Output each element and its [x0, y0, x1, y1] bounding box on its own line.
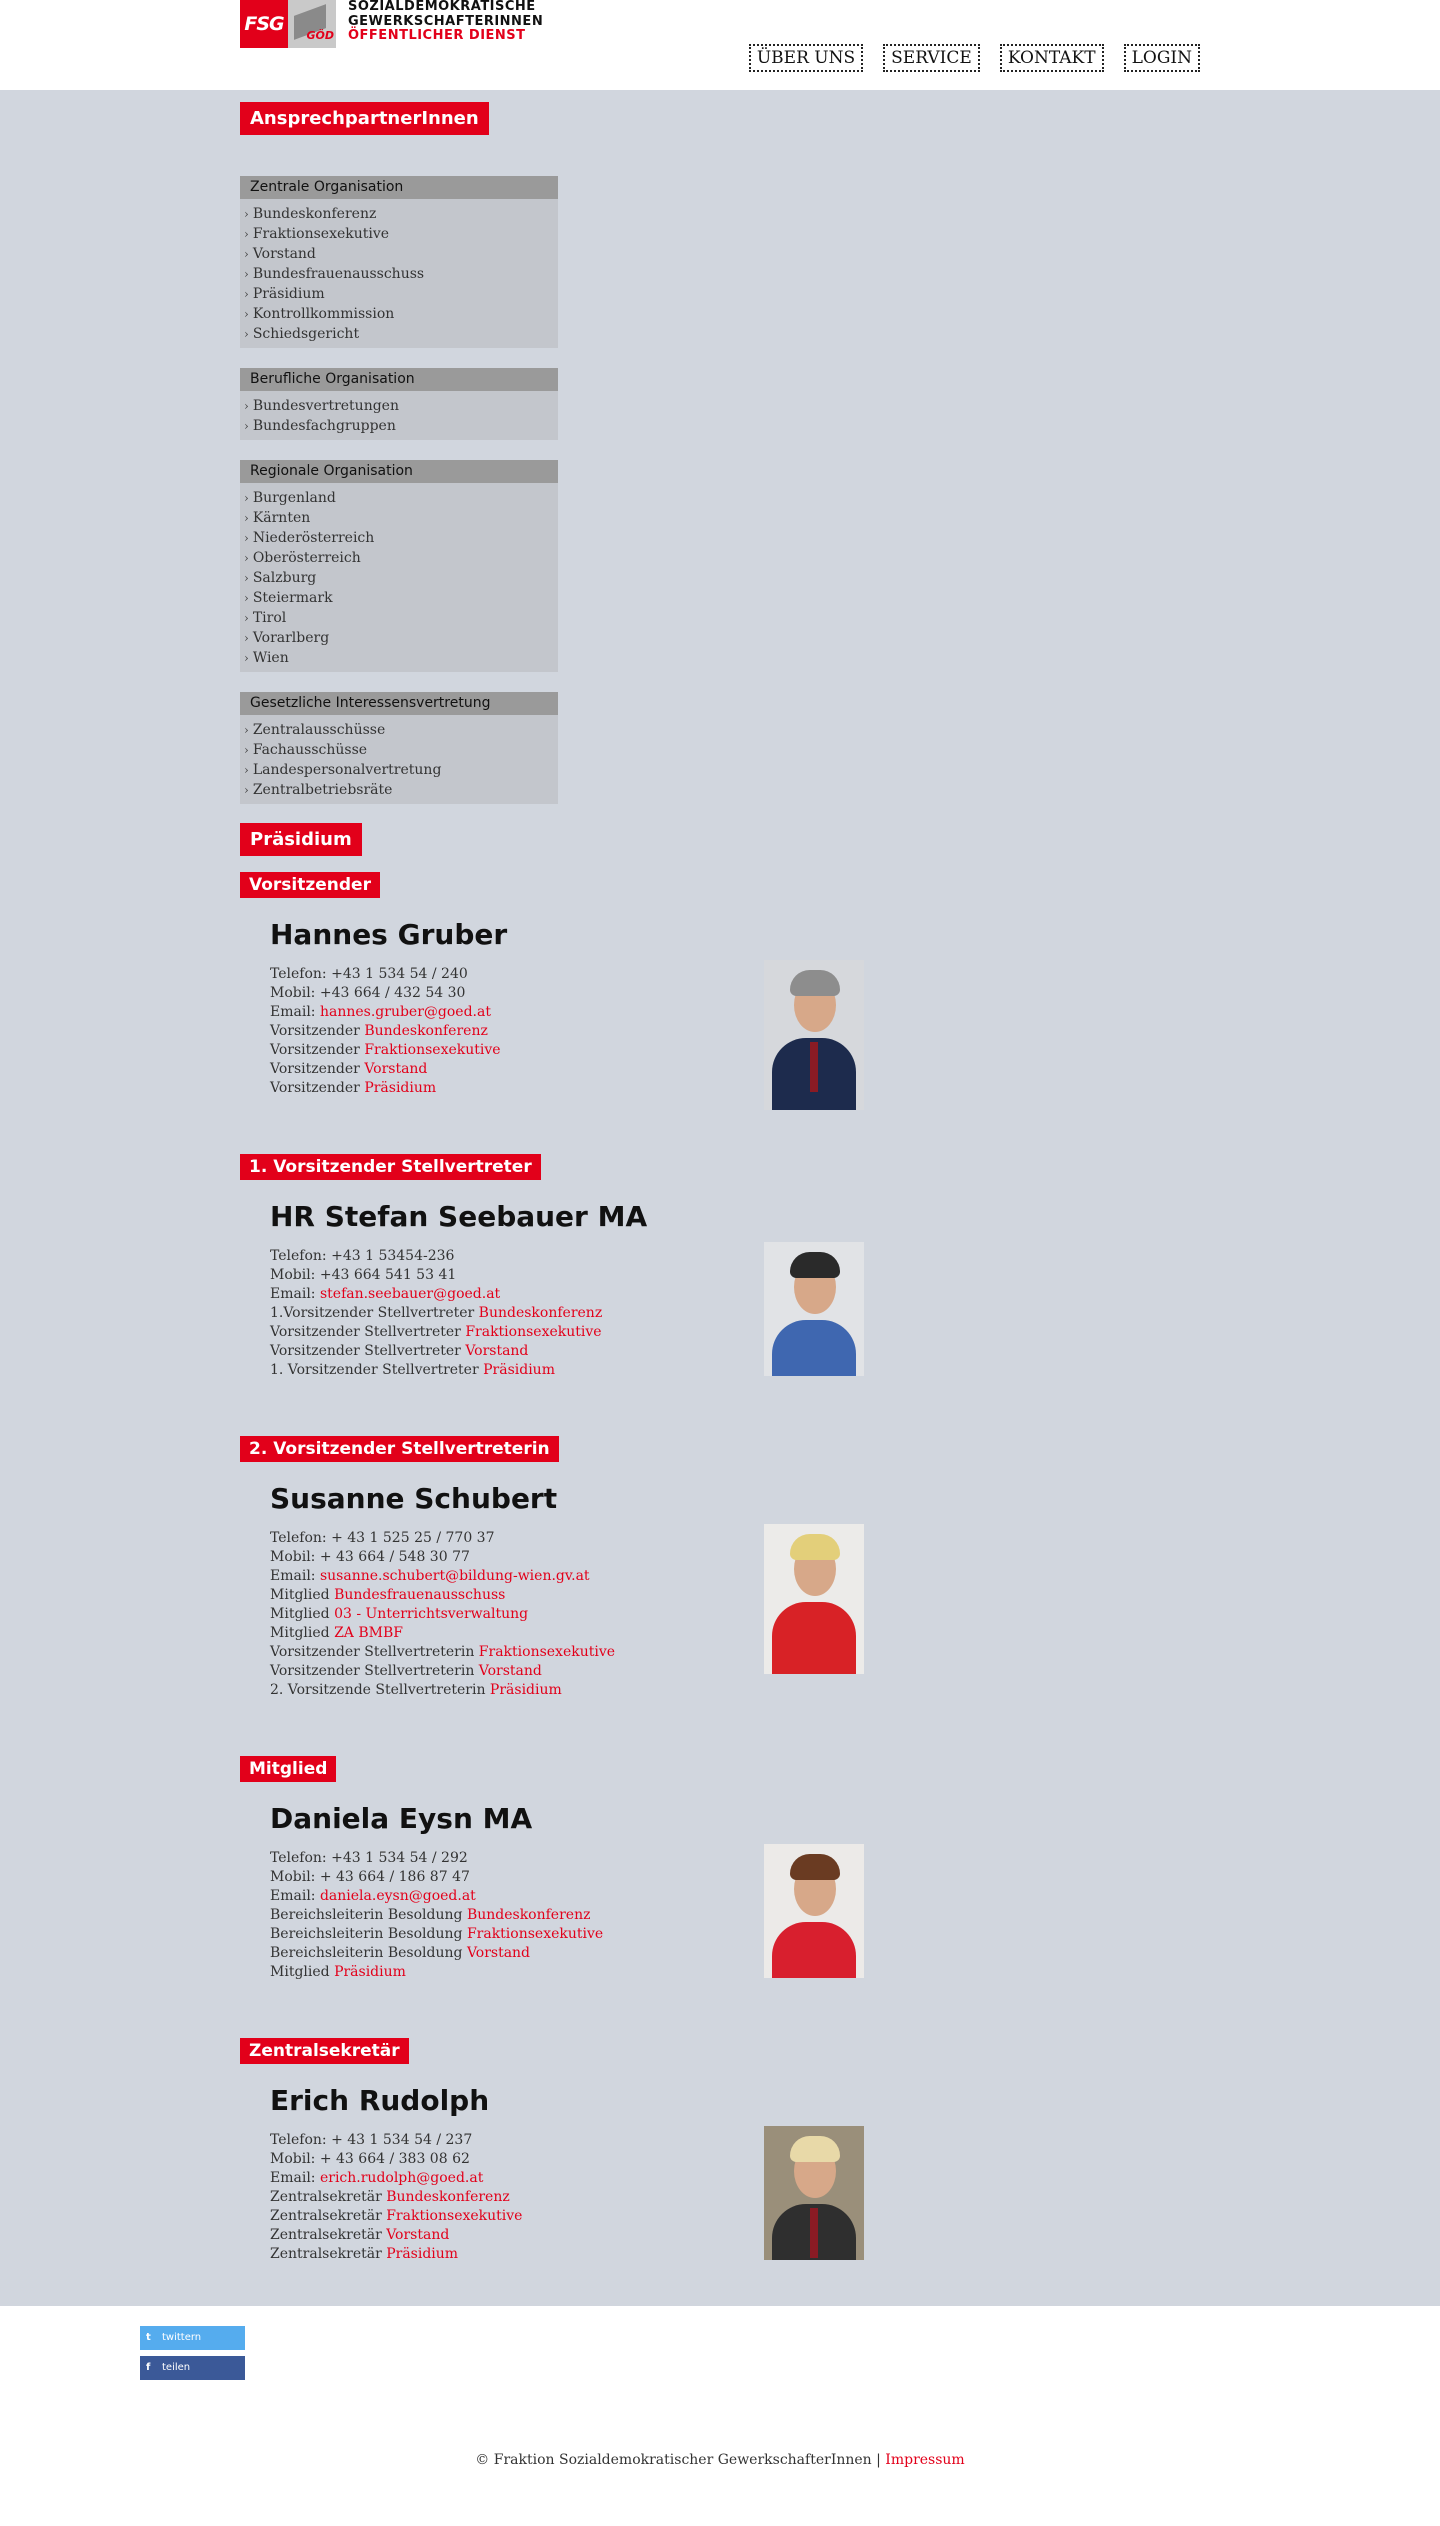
- contact-line-link[interactable]: Vorstand: [364, 1061, 428, 1077]
- contact-line: [270, 1586, 1200, 1605]
- contact-line: [270, 965, 1200, 984]
- contact-line-text: Mitglied: [270, 1625, 335, 1641]
- chevron-right-icon: ›: [244, 399, 249, 413]
- contact-line-link[interactable]: stefan.seebauer@goed.at: [319, 1286, 501, 1302]
- impressum-link[interactable]: Impressum: [885, 2452, 965, 2468]
- sidebar-item-label: Tirol: [252, 610, 287, 626]
- site-header: [0, 0, 1440, 90]
- contact-line-text: Mobil: + 43 664 / 548 30 77: [270, 1549, 470, 1565]
- sidebar-item[interactable]: [244, 740, 558, 760]
- person-photo: [764, 2126, 864, 2260]
- chevron-right-icon: ›: [244, 287, 249, 301]
- person-name: HR Stefan Seebauer MA: [270, 1200, 648, 1233]
- contact-line: [270, 1925, 1200, 1944]
- contact-line-text: Vorsitzender: [270, 1023, 365, 1039]
- contact-line: [270, 1361, 1200, 1380]
- person-card: [240, 1756, 1200, 1982]
- contact-line-text: Email:: [270, 1568, 320, 1584]
- chevron-right-icon: ›: [244, 763, 249, 777]
- chevron-right-icon: ›: [244, 327, 249, 341]
- nav-ueber-uns[interactable]: ÜBER UNS: [749, 44, 863, 72]
- contact-line: [270, 1247, 1200, 1266]
- logo-mark: [240, 0, 336, 48]
- sidebar-item-label: Vorarlberg: [252, 630, 330, 646]
- chevron-right-icon: ›: [244, 207, 249, 221]
- sidebar-item-label: Fraktionsexekutive: [252, 226, 390, 242]
- person-photo: [764, 1524, 864, 1674]
- sidebar-item-label: Steiermark: [252, 590, 333, 606]
- chevron-right-icon: ›: [244, 267, 249, 281]
- person-photo: [764, 960, 864, 1110]
- sidebar-group-title: Berufliche Organisation: [240, 368, 558, 391]
- contact-line-text: Zentralsekretär: [270, 2246, 387, 2262]
- contact-line-text: 1. Vorsitzender Stellvertreter: [270, 1362, 484, 1378]
- contact-line-text: Mobil: +43 664 541 53 41: [270, 1267, 457, 1283]
- contact-line: [270, 1944, 1200, 1963]
- logo-line-2: GEWERKSCHAFTERINNEN: [348, 13, 544, 29]
- sidebar-item-label: Kärnten: [252, 510, 311, 526]
- chevron-right-icon: ›: [244, 571, 249, 585]
- contact-line-link[interactable]: hannes.gruber@goed.at: [319, 1004, 491, 1020]
- contact-line-link[interactable]: Vorstand: [465, 1343, 529, 1359]
- contact-line: [270, 984, 1200, 1003]
- page-title: AnsprechpartnerInnen: [240, 102, 489, 135]
- person-card: [240, 1436, 1200, 1700]
- contact-line: [270, 1285, 1200, 1304]
- sidebar-group: [240, 176, 558, 348]
- person-contact-lines: [270, 965, 1200, 1098]
- sidebar-item-label: Bundesfachgruppen: [252, 418, 396, 434]
- sidebar-item[interactable]: [244, 324, 558, 344]
- contact-line-link[interactable]: Präsidium: [386, 2246, 459, 2262]
- logo-bird-icon: [288, 0, 336, 48]
- sidebar-group-title: Regionale Organisation: [240, 460, 558, 483]
- contact-line-link[interactable]: susanne.schubert@bildung-wien.gv.at: [319, 1568, 590, 1584]
- contact-line-text: Email:: [270, 1286, 320, 1302]
- chevron-right-icon: ›: [244, 783, 249, 797]
- chevron-right-icon: ›: [244, 419, 249, 433]
- contact-line-text: 2. Vorsitzende Stellvertreterin: [270, 1682, 490, 1698]
- twitter-share-button[interactable]: [140, 2326, 245, 2350]
- sidebar-item[interactable]: [244, 588, 558, 608]
- sidebar-item[interactable]: [244, 396, 558, 416]
- nav-kontakt[interactable]: KONTAKT: [1000, 44, 1104, 72]
- contact-line: [270, 1624, 1200, 1643]
- contact-line-text: Telefon: +43 1 534 54 / 240: [270, 966, 468, 982]
- contact-line-link[interactable]: Präsidium: [489, 1682, 562, 1698]
- contact-line: [270, 2188, 1200, 2207]
- contact-line: [270, 1605, 1200, 1624]
- contact-line-link[interactable]: Vorstand: [466, 1945, 531, 1961]
- logo-line-1: SOZIALDEMOKRATISCHE: [348, 0, 536, 14]
- sidebar-item-label: Kontrollkommission: [252, 306, 395, 322]
- sidebar-item[interactable]: [244, 720, 558, 740]
- person-name: Erich Rudolph: [270, 2084, 490, 2117]
- contact-line: [270, 1342, 1200, 1361]
- person-role: Vorsitzender: [240, 872, 380, 898]
- contact-line-link[interactable]: Präsidium: [334, 1964, 406, 1980]
- chevron-right-icon: ›: [244, 227, 249, 241]
- contact-line: [270, 1529, 1200, 1548]
- contact-line-text: Zentralsekretär: [270, 2227, 387, 2243]
- contact-line-text: Telefon: + 43 1 525 25 / 770 37: [270, 1530, 495, 1546]
- sidebar-item[interactable]: [244, 628, 558, 648]
- contact-line-text: Vorsitzender: [270, 1061, 365, 1077]
- sidebar-item-label: Fachausschüsse: [252, 742, 368, 758]
- person-role: Mitglied: [240, 1756, 336, 1782]
- sidebar-item-label: Salzburg: [252, 570, 317, 586]
- sidebar-item[interactable]: [244, 508, 558, 528]
- contact-line-text: Bereichsleiterin Besoldung: [270, 1926, 467, 1942]
- sidebar-item[interactable]: [244, 416, 558, 436]
- sidebar-item-label: Präsidium: [252, 286, 325, 302]
- chevron-right-icon: ›: [244, 723, 249, 737]
- sidebar-item-label: Zentralausschüsse: [252, 722, 386, 738]
- sidebar-item[interactable]: [244, 648, 558, 668]
- contact-line: [270, 2245, 1200, 2264]
- contact-line-link[interactable]: Bundeskonferenz: [466, 1907, 591, 1923]
- person-photo: [764, 1242, 864, 1376]
- contact-line-text: Vorsitzender: [270, 1080, 365, 1096]
- sidebar-item-label: Bundesvertretungen: [252, 398, 399, 414]
- contact-line-text: Email:: [270, 2170, 320, 2186]
- contact-line: [270, 1079, 1200, 1098]
- sidebar-item[interactable]: [244, 568, 558, 588]
- contact-line-link[interactable]: Fraktionsexekutive: [364, 1042, 501, 1058]
- contact-line: [270, 1681, 1200, 1700]
- person-name: Hannes Gruber: [270, 918, 508, 951]
- contact-line-link[interactable]: ZA BMBF: [334, 1625, 403, 1641]
- contact-line-link[interactable]: Bundeskonferenz: [364, 1023, 488, 1039]
- sidebar-item-label: Landespersonalvertretung: [252, 762, 442, 778]
- contact-line-link[interactable]: Bundeskonferenz: [386, 2189, 510, 2205]
- sidebar-item[interactable]: [244, 548, 558, 568]
- contact-line-link[interactable]: Präsidium: [364, 1080, 437, 1096]
- contact-line-text: 1.Vorsitzender Stellvertreter: [270, 1305, 479, 1321]
- contact-line: [270, 2150, 1200, 2169]
- contact-line-text: Email:: [270, 1004, 320, 1020]
- sidebar-item-label: Oberösterreich: [252, 550, 361, 566]
- chevron-right-icon: ›: [244, 551, 249, 565]
- contact-line-text: Vorsitzender Stellvertreterin: [270, 1663, 479, 1679]
- sidebar-group-title: Zentrale Organisation: [240, 176, 558, 199]
- sidebar-item[interactable]: [244, 760, 558, 780]
- sidebar-item-label: Bundeskonferenz: [252, 206, 377, 222]
- sidebar-group: [240, 692, 558, 804]
- contact-line-text: Vorsitzender Stellvertreter: [270, 1324, 466, 1340]
- contact-line-text: Mobil: + 43 664 / 186 87 47: [270, 1869, 470, 1885]
- sidebar-item[interactable]: [244, 224, 558, 244]
- contact-line-text: Mobil: +43 664 / 432 54 30: [270, 985, 466, 1001]
- contact-line-text: Bereichsleiterin Besoldung: [270, 1945, 467, 1961]
- person-card: [240, 2038, 1200, 2264]
- footer-copyright: © Fraktion Sozialdemokratischer GewerkschafterInnen |: [475, 2452, 886, 2468]
- sidebar-group: [240, 460, 558, 672]
- contact-line: [270, 1849, 1200, 1868]
- contact-line: [270, 1906, 1200, 1925]
- contact-line-text: Bereichsleiterin Besoldung: [270, 1907, 467, 1923]
- contact-line: [270, 1003, 1200, 1022]
- chevron-right-icon: ›: [244, 307, 249, 321]
- contact-line-text: Zentralsekretär: [270, 2189, 387, 2205]
- contact-line-link[interactable]: daniela.eysn@goed.at: [319, 1888, 476, 1904]
- sidebar-item[interactable]: [244, 284, 558, 304]
- twitter-share-label: twittern: [162, 2332, 202, 2343]
- facebook-share-button[interactable]: [140, 2356, 245, 2380]
- contact-line-text: Vorsitzender: [270, 1042, 365, 1058]
- person-card: [240, 872, 1200, 1098]
- contact-line: [270, 1022, 1200, 1041]
- contact-line: [270, 1060, 1200, 1079]
- top-navigation: [749, 44, 1200, 72]
- person-contact-lines: [270, 2131, 1200, 2264]
- contact-line: [270, 2226, 1200, 2245]
- contact-line-link[interactable]: Fraktionsexekutive: [478, 1644, 616, 1660]
- contact-line-link[interactable]: 03 - Unterrichtsverwaltung: [334, 1606, 529, 1622]
- person-role: Zentralsekretär: [240, 2038, 409, 2064]
- contact-line-text: Telefon: +43 1 53454-236: [270, 1248, 455, 1264]
- logo-line-3: ÖFFENTLICHER DIENST: [348, 28, 526, 43]
- chevron-right-icon: ›: [244, 631, 249, 645]
- sidebar-item[interactable]: [244, 608, 558, 628]
- contact-line: [270, 1567, 1200, 1586]
- site-logo[interactable]: [240, 0, 543, 48]
- contact-line-link[interactable]: Fraktionsexekutive: [466, 1926, 604, 1942]
- person-name: Susanne Schubert: [270, 1482, 558, 1515]
- sidebar-item[interactable]: [244, 204, 558, 224]
- contact-line: [270, 1963, 1200, 1982]
- logo-fsg: FSG: [240, 0, 288, 48]
- contact-line: [270, 1041, 1200, 1060]
- contact-line-link[interactable]: Präsidium: [483, 1362, 555, 1378]
- share-buttons: [140, 2326, 245, 2386]
- chevron-right-icon: ›: [244, 651, 249, 665]
- chevron-right-icon: ›: [244, 531, 249, 545]
- contact-line-text: Zentralsekretär: [270, 2208, 387, 2224]
- facebook-share-label: teilen: [162, 2362, 191, 2373]
- logo-text: [348, 0, 543, 44]
- contact-line: [270, 1662, 1200, 1681]
- person-photo: [764, 1844, 864, 1978]
- section-title: Präsidium: [240, 823, 362, 856]
- contact-line: [270, 2131, 1200, 2150]
- contact-line-link[interactable]: Vorstand: [386, 2227, 450, 2243]
- sidebar-group: [240, 368, 558, 440]
- sidebar-item[interactable]: [244, 304, 558, 324]
- person-contact-lines: [270, 1529, 1200, 1700]
- sidebar-item-label: Bundesfrauenausschuss: [252, 266, 425, 282]
- contact-line-text: Mitglied: [270, 1606, 335, 1622]
- person-role: 1. Vorsitzender Stellvertreter: [240, 1154, 541, 1180]
- contact-line-text: Email:: [270, 1888, 320, 1904]
- contact-line-text: Telefon: + 43 1 534 54 / 237: [270, 2132, 473, 2148]
- sidebar-item[interactable]: [244, 244, 558, 264]
- nav-login[interactable]: LOGIN: [1124, 44, 1200, 72]
- chevron-right-icon: ›: [244, 611, 249, 625]
- sidebar-item[interactable]: [244, 488, 558, 508]
- contact-line: [270, 1548, 1200, 1567]
- contact-line: [270, 1868, 1200, 1887]
- sidebar-item-label: Schiedsgericht: [252, 326, 360, 342]
- contact-line: [270, 1887, 1200, 1906]
- contact-line: [270, 1266, 1200, 1285]
- person-contact-lines: [270, 1849, 1200, 1982]
- contact-line-text: Mitglied: [270, 1964, 335, 1980]
- sidebar-item-label: Wien: [252, 650, 289, 666]
- sidebar-item[interactable]: [244, 264, 558, 284]
- chevron-right-icon: ›: [244, 247, 249, 261]
- person-name: Daniela Eysn MA: [270, 1802, 533, 1835]
- contact-line-link[interactable]: Bundeskonferenz: [478, 1305, 603, 1321]
- contact-line: [270, 2207, 1200, 2226]
- chevron-right-icon: ›: [244, 591, 249, 605]
- sidebar-item-label: Niederösterreich: [252, 530, 375, 546]
- person-card: [240, 1154, 1200, 1380]
- contact-line-link[interactable]: Bundesfrauenausschuss: [334, 1587, 506, 1603]
- site-footer: [0, 2452, 1440, 2468]
- contact-line-text: Vorsitzender Stellvertreterin: [270, 1644, 479, 1660]
- nav-service[interactable]: SERVICE: [883, 44, 980, 72]
- sidebar-item-label: Burgenland: [252, 490, 336, 506]
- person-role: 2. Vorsitzender Stellvertreterin: [240, 1436, 559, 1462]
- sidebar-item[interactable]: [244, 780, 558, 800]
- contact-line: [270, 1304, 1200, 1323]
- chevron-right-icon: ›: [244, 743, 249, 757]
- contact-line-text: Vorsitzender Stellvertreter: [270, 1343, 466, 1359]
- contact-line-link[interactable]: Vorstand: [478, 1663, 542, 1679]
- main-content: [0, 90, 1440, 2306]
- facebook-icon: f: [146, 2362, 151, 2373]
- twitter-icon: t: [146, 2332, 151, 2343]
- chevron-right-icon: ›: [244, 491, 249, 505]
- contact-line-link[interactable]: Fraktionsexekutive: [386, 2208, 523, 2224]
- sidebar-item-label: Vorstand: [252, 246, 316, 262]
- contact-line-text: Mobil: + 43 664 / 383 08 62: [270, 2151, 470, 2167]
- person-contact-lines: [270, 1247, 1200, 1380]
- contact-line: [270, 2169, 1200, 2188]
- sidebar-group-title: Gesetzliche Interessensvertretung: [240, 692, 558, 715]
- sidebar: [240, 176, 558, 824]
- chevron-right-icon: ›: [244, 511, 249, 525]
- contact-line-text: Mitglied: [270, 1587, 335, 1603]
- sidebar-item-label: Zentralbetriebsräte: [252, 782, 393, 798]
- sidebar-item[interactable]: [244, 528, 558, 548]
- contact-line-text: Telefon: +43 1 534 54 / 292: [270, 1850, 468, 1866]
- contact-line-link[interactable]: Fraktionsexekutive: [465, 1324, 602, 1340]
- contact-line-link[interactable]: erich.rudolph@goed.at: [319, 2170, 484, 2186]
- contact-line: [270, 1643, 1200, 1662]
- logo-goed: GÖD: [306, 29, 334, 42]
- contact-line: [270, 1323, 1200, 1342]
